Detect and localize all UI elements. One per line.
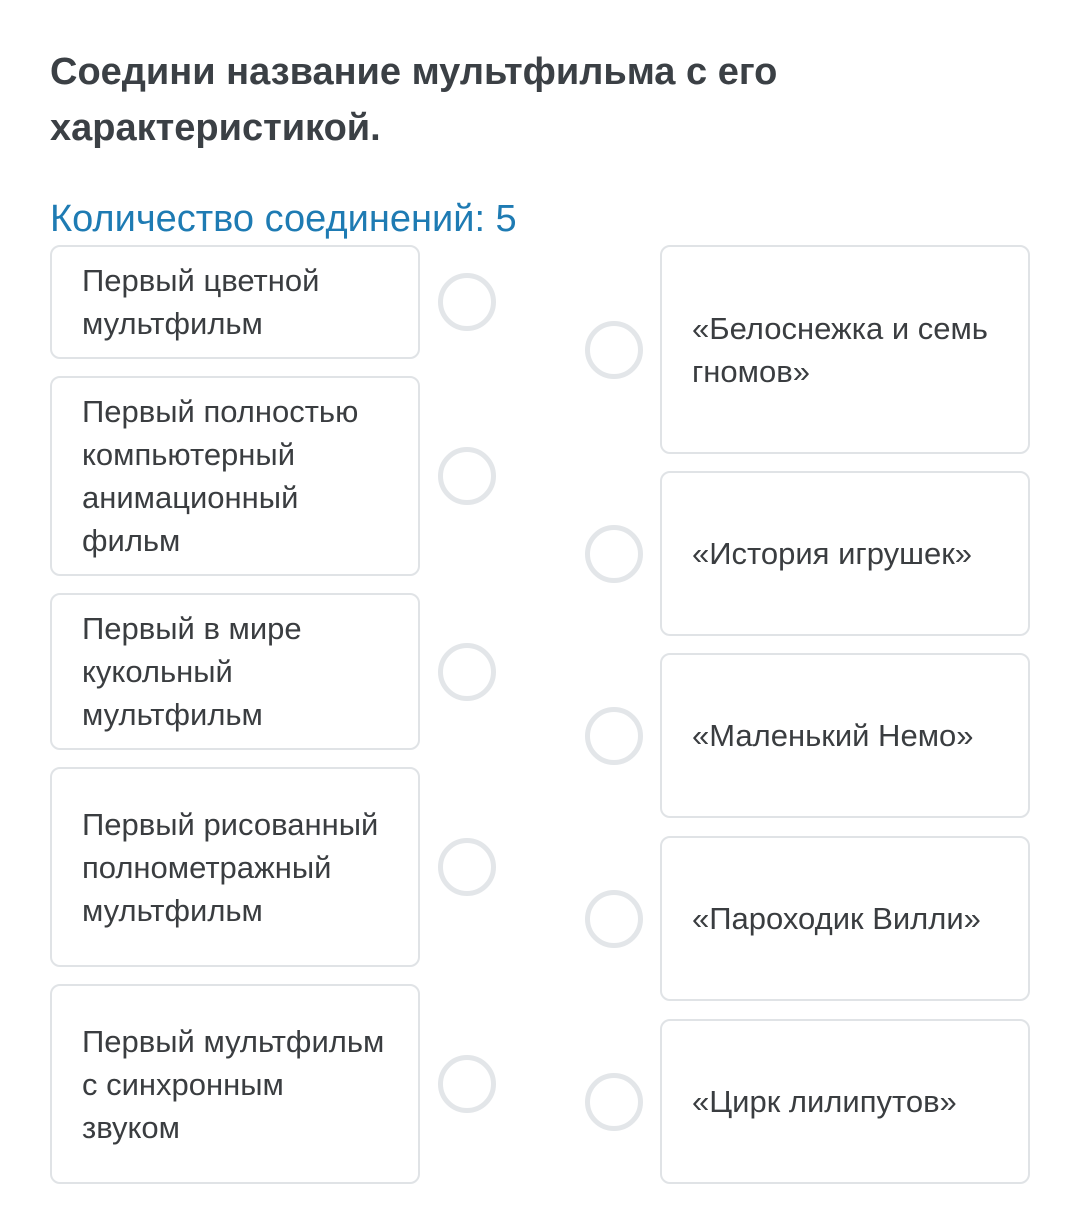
left-connector[interactable] — [438, 643, 496, 701]
left-item[interactable] — [50, 245, 420, 359]
left-item-label: Первый в мире кукольный мультфильм — [82, 611, 302, 732]
left-item[interactable] — [50, 593, 420, 750]
connections-count: Количество соединений: 5 — [50, 198, 517, 240]
right-connector[interactable] — [585, 525, 643, 583]
right-connector[interactable] — [585, 707, 643, 765]
right-connector[interactable] — [585, 1073, 643, 1131]
right-item-label: «Пароходик Вилли» — [692, 901, 981, 936]
right-item[interactable] — [660, 836, 1030, 1001]
right-item[interactable] — [660, 1019, 1030, 1184]
left-connector[interactable] — [438, 273, 496, 331]
left-item-label: Первый цветной мультфильм — [82, 263, 320, 341]
right-item[interactable] — [660, 653, 1030, 818]
left-item[interactable] — [50, 984, 420, 1184]
right-item-label: «Цирк лилипутов» — [692, 1084, 957, 1119]
right-item[interactable] — [660, 245, 1030, 454]
right-item-label: «История игрушек» — [692, 536, 972, 571]
right-connector[interactable] — [585, 321, 643, 379]
task-title: Соедини название мультфильма с его характеристикой. — [50, 51, 778, 149]
right-item-label: «Белоснежка и семь гномов» — [692, 310, 988, 389]
left-item[interactable] — [50, 767, 420, 967]
left-connector[interactable] — [438, 1055, 496, 1113]
left-item-label: Первый полностью компьютерный анимационный фильм — [82, 394, 359, 558]
right-connector[interactable] — [585, 890, 643, 948]
left-connector[interactable] — [438, 447, 496, 505]
right-item[interactable] — [660, 471, 1030, 636]
left-connector[interactable] — [438, 838, 496, 896]
left-item-label: Первый мультфильм с синхронным звуком — [82, 1023, 385, 1145]
left-item[interactable] — [50, 376, 420, 576]
left-item-label: Первый рисованный полнометражный мультфильм — [82, 806, 379, 928]
right-item-label: «Маленький Немо» — [692, 718, 974, 753]
